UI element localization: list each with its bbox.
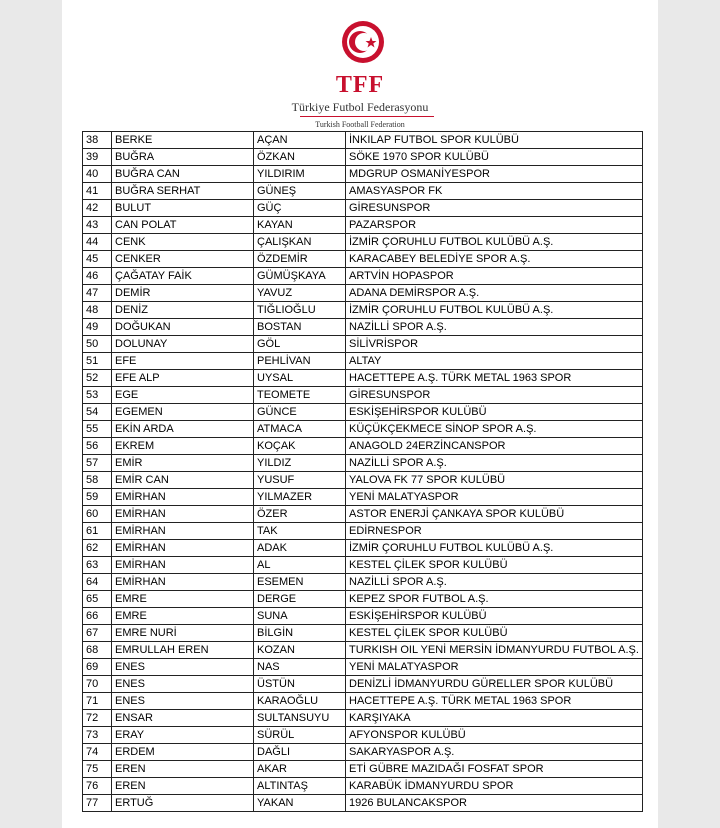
table-row [83, 795, 643, 812]
first-name-cell: EMİR [112, 455, 254, 472]
first-name-cell: ERAY [112, 727, 254, 744]
club-cell: ETİ GÜBRE MAZIDAĞI FOSFAT SPOR [346, 761, 643, 778]
first-name-cell: CENKER [112, 251, 254, 268]
last-name-cell: YUSUF [254, 472, 346, 489]
club-cell: NAZİLLİ SPOR A.Ş. [346, 455, 643, 472]
club-cell: MDGRUP OSMANİYESPOR [346, 166, 643, 183]
first-name-cell: EMRULLAH EREN [112, 642, 254, 659]
last-name-cell: ÇALIŞKAN [254, 234, 346, 251]
last-name-cell: TIĞLIOĞLU [254, 302, 346, 319]
last-name-cell: KOZAN [254, 642, 346, 659]
row-number: 64 [83, 574, 112, 591]
table-row [83, 336, 643, 353]
last-name-cell: ÖZDEMİR [254, 251, 346, 268]
table-row [83, 472, 643, 489]
last-name-cell: KARAOĞLU [254, 693, 346, 710]
last-name-cell: YILDIRIM [254, 166, 346, 183]
first-name-cell: EMRE NURİ [112, 625, 254, 642]
last-name-cell: AL [254, 557, 346, 574]
row-number: 47 [83, 285, 112, 302]
club-cell: YENİ MALATYASPOR [346, 659, 643, 676]
last-name-cell: GÜÇ [254, 200, 346, 217]
club-cell: AFYONSPOR KULÜBÜ [346, 727, 643, 744]
first-name-cell: ENES [112, 693, 254, 710]
club-cell: TURKISH OIL YENİ MERSİN İDMANYURDU FUTBOL A.Ş. [346, 642, 643, 659]
first-name-cell: EMİRHAN [112, 557, 254, 574]
row-number: 49 [83, 319, 112, 336]
row-number: 62 [83, 540, 112, 557]
first-name-cell: EKREM [112, 438, 254, 455]
first-name-cell: EGEMEN [112, 404, 254, 421]
club-cell: ASTOR ENERJİ ÇANKAYA SPOR KULÜBÜ [346, 506, 643, 523]
table-row [83, 693, 643, 710]
first-name-cell: ERDEM [112, 744, 254, 761]
row-number: 68 [83, 642, 112, 659]
first-name-cell: EFE [112, 353, 254, 370]
last-name-cell: ÜSTÜN [254, 676, 346, 693]
row-number: 65 [83, 591, 112, 608]
first-name-cell: BUĞRA SERHAT [112, 183, 254, 200]
row-number: 41 [83, 183, 112, 200]
first-name-cell: EMİRHAN [112, 489, 254, 506]
first-name-cell: ENES [112, 676, 254, 693]
club-cell: ARTVİN HOPASPOR [346, 268, 643, 285]
table-row [83, 761, 643, 778]
row-number: 50 [83, 336, 112, 353]
table-row [83, 744, 643, 761]
logo-wordmark: TFF [335, 72, 385, 98]
last-name-cell: ESEMEN [254, 574, 346, 591]
table-row [83, 506, 643, 523]
table-row [83, 251, 643, 268]
last-name-cell: SULTANSUYU [254, 710, 346, 727]
table-row [83, 421, 643, 438]
last-name-cell: UYSAL [254, 370, 346, 387]
first-name-cell: EMİR CAN [112, 472, 254, 489]
row-number: 69 [83, 659, 112, 676]
table-row [83, 166, 643, 183]
table-row [83, 727, 643, 744]
table-row [83, 455, 643, 472]
first-name-cell: DEMİR [112, 285, 254, 302]
row-number: 77 [83, 795, 112, 812]
table-row [83, 404, 643, 421]
row-number: 48 [83, 302, 112, 319]
row-number: 63 [83, 557, 112, 574]
table-row [83, 319, 643, 336]
table-row [83, 183, 643, 200]
club-cell: HACETTEPE A.Ş. TÜRK METAL 1963 SPOR [346, 693, 643, 710]
first-name-cell: BERKE [112, 132, 254, 149]
first-name-cell: CENK [112, 234, 254, 251]
club-cell: ADANA DEMİRSPOR A.Ş. [346, 285, 643, 302]
org-name-tr: Türkiye Futbol Federasyonu [291, 100, 429, 114]
row-number: 40 [83, 166, 112, 183]
last-name-cell: AÇAN [254, 132, 346, 149]
first-name-cell: ENSAR [112, 710, 254, 727]
last-name-cell: ALTINTAŞ [254, 778, 346, 795]
club-cell: KARACABEY BELEDİYE SPOR A.Ş. [346, 251, 643, 268]
row-number: 73 [83, 727, 112, 744]
club-cell: ESKİŞEHİRSPOR KULÜBÜ [346, 608, 643, 625]
row-number: 71 [83, 693, 112, 710]
row-number: 46 [83, 268, 112, 285]
table-row [83, 285, 643, 302]
table-row [83, 642, 643, 659]
club-cell: KESTEL ÇİLEK SPOR KULÜBÜ [346, 625, 643, 642]
club-cell: NAZİLLİ SPOR A.Ş. [346, 574, 643, 591]
table-row [83, 217, 643, 234]
first-name-cell: EMİRHAN [112, 540, 254, 557]
table-row [83, 659, 643, 676]
last-name-cell: BİLGİN [254, 625, 346, 642]
org-name-en: Turkish Football Federation [315, 120, 405, 129]
club-cell: ESKİŞEHİRSPOR KULÜBÜ [346, 404, 643, 421]
last-name-cell: DERGE [254, 591, 346, 608]
row-number: 74 [83, 744, 112, 761]
table-row [83, 370, 643, 387]
club-cell: PAZARSPOR [346, 217, 643, 234]
first-name-cell: ERTUĞ [112, 795, 254, 812]
first-name-cell: EMRE [112, 591, 254, 608]
tff-crest-icon [341, 20, 385, 64]
table-row [83, 302, 643, 319]
row-number: 57 [83, 455, 112, 472]
club-cell: GİRESUNSPOR [346, 200, 643, 217]
row-number: 61 [83, 523, 112, 540]
club-cell: KARŞIYAKA [346, 710, 643, 727]
row-number: 70 [83, 676, 112, 693]
last-name-cell: NAS [254, 659, 346, 676]
first-name-cell: EMRE [112, 608, 254, 625]
last-name-cell: ÖZKAN [254, 149, 346, 166]
table-row [83, 234, 643, 251]
first-name-cell: EMİRHAN [112, 506, 254, 523]
club-cell: İZMİR ÇORUHLU FUTBOL KULÜBÜ A.Ş. [346, 234, 643, 251]
table-row [83, 608, 643, 625]
row-number: 53 [83, 387, 112, 404]
first-name-cell: BUĞRA [112, 149, 254, 166]
club-cell: İZMİR ÇORUHLU FUTBOL KULÜBÜ A.Ş. [346, 540, 643, 557]
tff-logo [62, 14, 658, 132]
row-number: 66 [83, 608, 112, 625]
last-name-cell: GÜMÜŞKAYA [254, 268, 346, 285]
row-number: 59 [83, 489, 112, 506]
club-cell: İZMİR ÇORUHLU FUTBOL KULÜBÜ A.Ş. [346, 302, 643, 319]
club-cell: ANAGOLD 24ERZİNCANSPOR [346, 438, 643, 455]
first-name-cell: EREN [112, 778, 254, 795]
club-cell: NAZİLLİ SPOR A.Ş. [346, 319, 643, 336]
last-name-cell: GÜNCE [254, 404, 346, 421]
club-cell: KARABÜK İDMANYURDU SPOR [346, 778, 643, 795]
last-name-cell: SÜRÜL [254, 727, 346, 744]
first-name-cell: EKİN ARDA [112, 421, 254, 438]
club-cell: KEPEZ SPOR FUTBOL A.Ş. [346, 591, 643, 608]
logo-divider [300, 116, 434, 117]
last-name-cell: YILMAZER [254, 489, 346, 506]
row-number: 67 [83, 625, 112, 642]
last-name-cell: ATMACA [254, 421, 346, 438]
club-cell: ALTAY [346, 353, 643, 370]
row-number: 54 [83, 404, 112, 421]
table-row [83, 438, 643, 455]
club-cell: DENİZLİ İDMANYURDU GÜRELLER SPOR KULÜBÜ [346, 676, 643, 693]
row-number: 56 [83, 438, 112, 455]
last-name-cell: GÜNEŞ [254, 183, 346, 200]
club-cell: SAKARYASPOR A.Ş. [346, 744, 643, 761]
last-name-cell: PEHLİVAN [254, 353, 346, 370]
club-cell: GİRESUNSPOR [346, 387, 643, 404]
row-number: 45 [83, 251, 112, 268]
first-name-cell: EREN [112, 761, 254, 778]
row-number: 43 [83, 217, 112, 234]
last-name-cell: AKAR [254, 761, 346, 778]
first-name-cell: DENİZ [112, 302, 254, 319]
last-name-cell: ÖZER [254, 506, 346, 523]
row-number: 75 [83, 761, 112, 778]
table-row [83, 387, 643, 404]
club-cell: KÜÇÜKÇEKMECE SİNOP SPOR A.Ş. [346, 421, 643, 438]
table-row [83, 200, 643, 217]
table-row [83, 489, 643, 506]
last-name-cell: YAKAN [254, 795, 346, 812]
first-name-cell: BULUT [112, 200, 254, 217]
row-number: 38 [83, 132, 112, 149]
table-row [83, 625, 643, 642]
table-row [83, 149, 643, 166]
club-cell: KESTEL ÇİLEK SPOR KULÜBÜ [346, 557, 643, 574]
row-number: 72 [83, 710, 112, 727]
club-cell: AMASYASPOR FK [346, 183, 643, 200]
club-cell: SİLİVRİSPOR [346, 336, 643, 353]
table-row [83, 353, 643, 370]
club-cell: YENİ MALATYASPOR [346, 489, 643, 506]
first-name-cell: EFE ALP [112, 370, 254, 387]
table-row [83, 591, 643, 608]
last-name-cell: YILDIZ [254, 455, 346, 472]
first-name-cell: BUĞRA CAN [112, 166, 254, 183]
row-number: 58 [83, 472, 112, 489]
last-name-cell: GÖL [254, 336, 346, 353]
club-cell: İNKILAP FUTBOL SPOR KULÜBÜ [346, 132, 643, 149]
row-number: 52 [83, 370, 112, 387]
first-name-cell: EGE [112, 387, 254, 404]
first-name-cell: EMİRHAN [112, 574, 254, 591]
table-row [83, 132, 643, 149]
table-row [83, 523, 643, 540]
last-name-cell: BOSTAN [254, 319, 346, 336]
row-number: 39 [83, 149, 112, 166]
row-number: 55 [83, 421, 112, 438]
first-name-cell: ENES [112, 659, 254, 676]
last-name-cell: YAVUZ [254, 285, 346, 302]
first-name-cell: CAN POLAT [112, 217, 254, 234]
last-name-cell: KAYAN [254, 217, 346, 234]
last-name-cell: TEOMETE [254, 387, 346, 404]
table-row [83, 778, 643, 795]
table-row [83, 676, 643, 693]
last-name-cell: KOÇAK [254, 438, 346, 455]
club-cell: HACETTEPE A.Ş. TÜRK METAL 1963 SPOR [346, 370, 643, 387]
row-number: 76 [83, 778, 112, 795]
last-name-cell: ADAK [254, 540, 346, 557]
club-cell: SÖKE 1970 SPOR KULÜBÜ [346, 149, 643, 166]
first-name-cell: DOĞUKAN [112, 319, 254, 336]
row-number: 51 [83, 353, 112, 370]
player-roster-table [82, 131, 643, 812]
club-cell: 1926 BULANCAKSPOR [346, 795, 643, 812]
row-number: 42 [83, 200, 112, 217]
row-number: 60 [83, 506, 112, 523]
first-name-cell: DOLUNAY [112, 336, 254, 353]
table-row [83, 574, 643, 591]
last-name-cell: DAĞLI [254, 744, 346, 761]
table-row [83, 540, 643, 557]
table-row [83, 557, 643, 574]
table-row [83, 710, 643, 727]
table-row [83, 268, 643, 285]
first-name-cell: ÇAĞATAY FAİK [112, 268, 254, 285]
document-page [62, 0, 658, 828]
first-name-cell: EMİRHAN [112, 523, 254, 540]
row-number: 44 [83, 234, 112, 251]
last-name-cell: TAK [254, 523, 346, 540]
club-cell: EDİRNESPOR [346, 523, 643, 540]
club-cell: YALOVA FK 77 SPOR KULÜBÜ [346, 472, 643, 489]
last-name-cell: SUNA [254, 608, 346, 625]
